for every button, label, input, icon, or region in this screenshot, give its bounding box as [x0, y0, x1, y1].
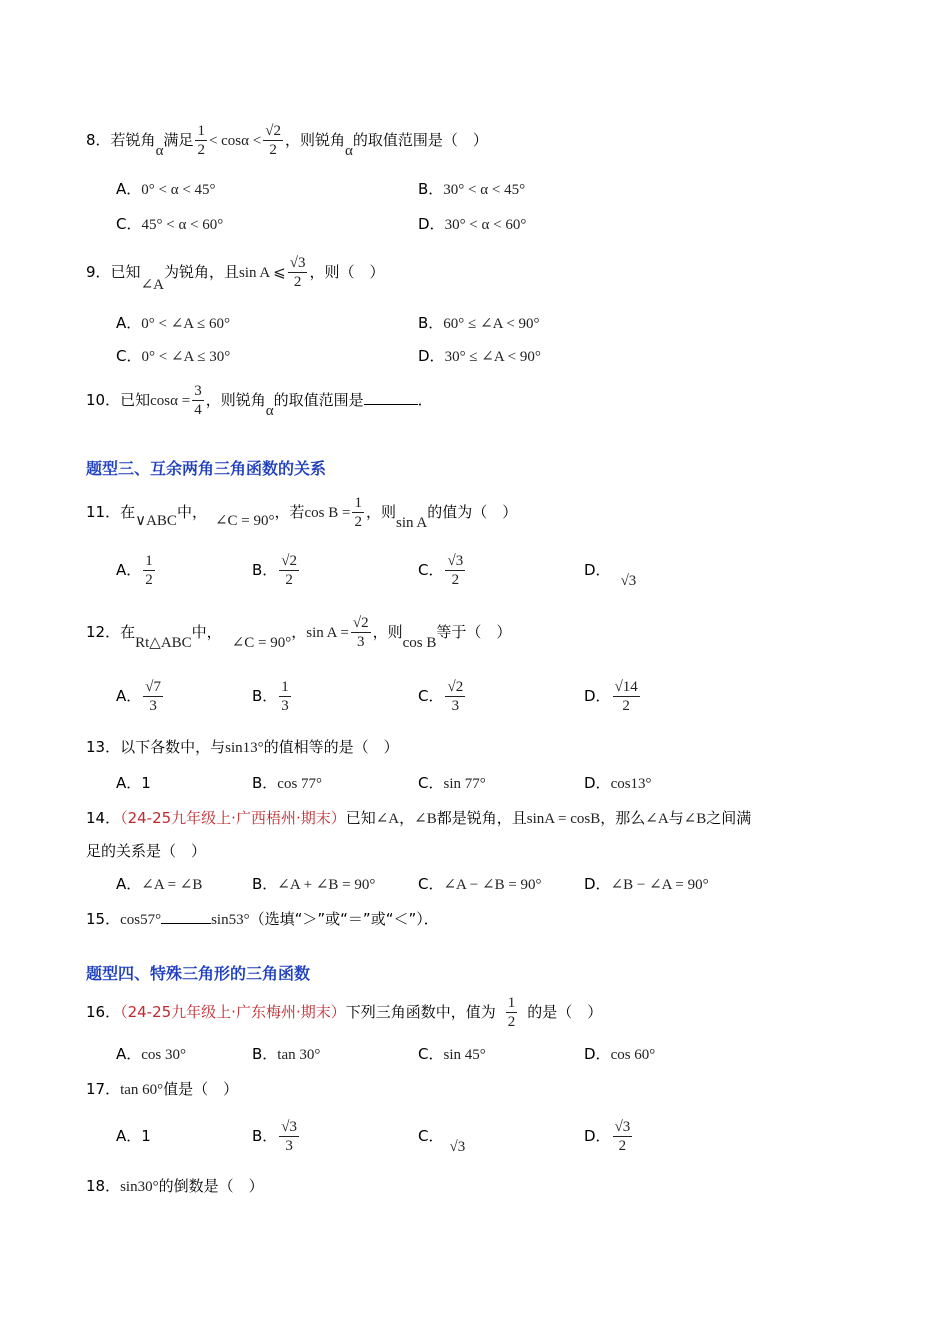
math-expression: sin A: [395, 515, 428, 531]
question-13: [86, 736, 399, 757]
question-text: 的倒数是（ ）: [158, 1177, 264, 1195]
numerator: √2: [265, 123, 281, 139]
option-c[interactable]: [116, 345, 230, 366]
math-expression: sinA = cosB: [526, 811, 601, 827]
question-number: 13．: [86, 738, 121, 756]
option-label: C．: [418, 561, 444, 579]
fraction: [192, 382, 204, 419]
question-number: 9．: [86, 263, 111, 281]
math-expression: sin A =: [306, 625, 349, 641]
option-label: B．: [252, 1127, 278, 1145]
option-c[interactable]: [116, 213, 223, 234]
answer-blank[interactable]: [364, 390, 418, 405]
option-value: sin 45°: [443, 1047, 486, 1063]
section-heading-4: 题型四、特殊三角形的三角函数: [86, 964, 311, 983]
math-angle: ∠B: [414, 811, 437, 827]
question-9: [86, 250, 385, 294]
question-text: ，则锐角: [205, 391, 266, 409]
fraction: [613, 678, 640, 715]
fraction: [279, 678, 291, 715]
numerator: 1: [507, 995, 516, 1011]
math-angle: ∠A: [140, 277, 164, 293]
option-value: 0° < α < 45°: [141, 182, 216, 198]
option-value: 30° ≤ ∠A < 90°: [444, 349, 541, 365]
question-12: [86, 610, 511, 654]
option-value: sin 77°: [443, 776, 486, 792]
option-c[interactable]: [418, 546, 467, 594]
denominator: 2: [269, 142, 277, 158]
math-angle: ∠A: [645, 811, 669, 827]
denominator: 2: [197, 142, 205, 158]
option-label: C．: [418, 1127, 444, 1145]
numerator: √3: [281, 1119, 298, 1135]
option-a[interactable]: [116, 312, 230, 333]
option-d[interactable]: [584, 1043, 655, 1064]
question-source: （24-25九年级上·广西梧州·期末）: [120, 809, 346, 827]
option-label: C．: [418, 1045, 444, 1063]
numerator: 1: [145, 553, 153, 569]
fraction: [445, 552, 465, 589]
option-value: 0° < ∠A ≤ 60°: [141, 316, 231, 332]
question-number: 14．: [86, 809, 121, 827]
question-text: 的取值范围是: [273, 391, 364, 409]
option-value: 30° < α < 60°: [444, 217, 527, 233]
numerator: √3: [289, 255, 306, 271]
denominator: 2: [507, 1014, 516, 1030]
option-label: D．: [584, 1127, 611, 1145]
option-d[interactable]: [584, 672, 642, 720]
option-label: C．: [418, 875, 444, 893]
option-d[interactable]: [584, 772, 652, 793]
question-number: 15．: [86, 910, 121, 928]
question-text: 的是（ ）: [527, 1003, 603, 1021]
question-17: [86, 1078, 238, 1099]
fraction: [288, 254, 308, 291]
fraction: [352, 494, 364, 531]
math-angle: ∠C = 90°: [214, 513, 275, 529]
option-c[interactable]: [418, 672, 467, 720]
option-label: B．: [252, 561, 278, 579]
question-text: 已知: [110, 263, 141, 281]
question-text: 在: [120, 503, 136, 521]
option-a[interactable]: [116, 873, 202, 894]
question-text: 中，: [176, 503, 207, 521]
option-value: tan 30°: [277, 1047, 321, 1063]
numerator: 1: [197, 123, 205, 139]
question-text: ，: [291, 623, 307, 641]
question-text: 值是（ ）: [163, 1080, 239, 1098]
option-b[interactable]: [252, 1112, 301, 1160]
math-angle: ∠B: [683, 811, 707, 827]
denominator: 3: [357, 634, 365, 650]
option-b[interactable]: [252, 873, 375, 894]
math-alpha: α: [265, 403, 274, 419]
option-label: D．: [418, 215, 445, 233]
question-text: 在: [120, 623, 136, 641]
numerator: √2: [352, 615, 369, 631]
question-text: ，那么: [600, 809, 646, 827]
question-text: ，则: [365, 503, 396, 521]
denominator: 2: [618, 1138, 627, 1154]
option-b[interactable]: [252, 672, 293, 720]
option-label: A．: [116, 875, 142, 893]
option-c[interactable]: [418, 1043, 486, 1064]
option-value: cos 60°: [610, 1047, 656, 1063]
option-d[interactable]: [584, 873, 709, 894]
denominator: 2: [145, 572, 153, 588]
question-text: 中，: [191, 623, 222, 641]
question-text: 与: [668, 809, 684, 827]
question-10: [86, 378, 433, 422]
fraction: [143, 552, 155, 589]
numerator: 3: [194, 383, 202, 399]
question-number: 18．: [86, 1177, 121, 1195]
question-text: ，: [399, 809, 415, 827]
option-b[interactable]: [418, 312, 540, 333]
option-b[interactable]: [252, 1043, 320, 1064]
denominator: 3: [285, 1138, 293, 1154]
question-text: ，则锐角: [284, 131, 345, 149]
option-label: C．: [116, 347, 142, 365]
option-value: ∠B − ∠A = 90°: [610, 877, 709, 893]
question-14-line-2: 足的关系是（ ）: [86, 842, 207, 860]
question-text: 已知: [345, 809, 376, 827]
denominator: 3: [451, 698, 460, 714]
math-expression: cosα =: [150, 393, 191, 409]
fraction: [613, 1118, 633, 1155]
numerator: √2: [281, 553, 298, 569]
numerator: 1: [281, 679, 289, 695]
option-a[interactable]: [116, 672, 165, 720]
denominator: 2: [451, 572, 460, 588]
option-label: A．: [116, 687, 142, 705]
numerator: √14: [614, 679, 638, 695]
fraction: [351, 614, 371, 651]
option-value: 45° < α < 60°: [141, 217, 224, 233]
option-value: ∠A = ∠B: [141, 877, 203, 893]
denominator: 2: [622, 698, 630, 714]
question-18: [86, 1175, 264, 1196]
question-11: [86, 490, 517, 534]
option-a[interactable]: [116, 1043, 186, 1064]
question-text: ，则（ ）: [309, 263, 385, 281]
option-a[interactable]: [116, 1112, 151, 1160]
denominator: 4: [194, 402, 202, 418]
math-expression: < cosα <: [208, 133, 262, 149]
question-number: 10．: [86, 391, 121, 409]
fraction: [279, 552, 299, 589]
question-text: ，若: [274, 503, 305, 521]
option-label: B．: [252, 875, 278, 893]
option-b[interactable]: [252, 546, 301, 594]
question-text: （选填“＞”或“＝”或“＜”）．: [249, 910, 439, 928]
numerator: √7: [145, 679, 161, 695]
option-label: B．: [418, 314, 444, 332]
fraction: [195, 122, 207, 159]
option-a[interactable]: [116, 546, 157, 594]
option-label: C．: [418, 774, 444, 792]
question-number: 12．: [86, 623, 121, 641]
numerator: √2: [447, 679, 464, 695]
option-label: B．: [252, 1045, 278, 1063]
option-value: cos 77°: [277, 776, 323, 792]
option-a[interactable]: [116, 178, 216, 199]
question-text: 下列三角函数中，值为: [345, 1003, 496, 1021]
option-label: D．: [584, 561, 611, 579]
question-text: 以下各数中，与: [120, 738, 226, 756]
question-8: [86, 118, 488, 162]
option-label: A．: [116, 1127, 142, 1145]
question-source: （24-25九年级上·广东梅州·期末）: [120, 1003, 346, 1021]
option-label: D．: [584, 875, 611, 893]
numerator: √3: [614, 1119, 631, 1135]
math-triangle: Rt△ABC: [135, 635, 192, 651]
fraction: [506, 994, 518, 1031]
numerator: √3: [447, 553, 464, 569]
option-value: 60° ≤ ∠A < 90°: [443, 316, 540, 332]
option-label: D．: [418, 347, 445, 365]
question-text: 若锐角: [110, 131, 156, 149]
option-b[interactable]: [252, 772, 322, 793]
option-label: B．: [252, 687, 278, 705]
math-expression: sin53°: [211, 912, 250, 928]
question-text: 都是锐角，且: [436, 809, 527, 827]
math-triangle: ∨ABC: [135, 513, 177, 529]
option-c[interactable]: [418, 873, 542, 894]
option-d[interactable]: [418, 213, 526, 234]
question-16: [86, 990, 602, 1034]
option-label: A．: [116, 314, 142, 332]
question-text: ．: [417, 391, 433, 409]
option-d[interactable]: [584, 1112, 634, 1160]
section-heading-3: 题型三、互余两角三角函数的关系: [86, 459, 327, 478]
question-14: [86, 807, 751, 828]
math-expression: cos57°: [120, 912, 162, 928]
option-value: cos13°: [610, 776, 652, 792]
option-label: A．: [116, 561, 142, 579]
question-text: 等于（ ）: [436, 623, 512, 641]
option-label: D．: [584, 687, 611, 705]
denominator: 2: [285, 572, 293, 588]
question-text: 为锐角，且: [163, 263, 239, 281]
option-label: D．: [584, 1045, 611, 1063]
option-label: A．: [116, 774, 142, 792]
option-value: cos 30°: [141, 1047, 187, 1063]
option-c[interactable]: [418, 1112, 465, 1160]
answer-blank[interactable]: [161, 909, 211, 924]
option-a[interactable]: [116, 772, 151, 793]
question-number: 16．: [86, 1003, 121, 1021]
option-value: 1: [141, 774, 151, 792]
option-value: √3: [620, 573, 637, 589]
math-expression: sin30°: [120, 1179, 159, 1195]
question-text: 的值为（ ）: [427, 503, 518, 521]
option-label: B．: [418, 180, 444, 198]
math-expression: sin13°: [225, 740, 264, 756]
question-text: ，则: [372, 623, 403, 641]
math-expression: cos B =: [304, 505, 351, 521]
option-label: C．: [116, 215, 142, 233]
question-number: 8．: [86, 131, 111, 149]
question-15: [86, 908, 439, 929]
option-c[interactable]: [418, 772, 486, 793]
fraction: [263, 122, 283, 159]
option-label: A．: [116, 1045, 142, 1063]
fraction: [445, 678, 465, 715]
question-text: 的值相等的是（ ）: [263, 738, 399, 756]
question-text: 满足: [163, 131, 194, 149]
option-label: C．: [418, 687, 444, 705]
math-expression: sin A ⩽: [238, 265, 286, 281]
denominator: 2: [354, 514, 362, 530]
math-alpha: α: [344, 143, 353, 159]
math-alpha: α: [155, 143, 164, 159]
option-value: 0° < ∠A ≤ 30°: [141, 349, 231, 365]
question-number: 17．: [86, 1080, 121, 1098]
denominator: 3: [281, 698, 289, 714]
option-label: D．: [584, 774, 611, 792]
math-expression: cos B: [402, 635, 437, 651]
option-d[interactable]: [418, 345, 541, 366]
numerator: 1: [354, 495, 362, 511]
math-angle: ∠C = 90°: [231, 635, 292, 651]
denominator: 3: [149, 698, 157, 714]
question-number: 11．: [86, 503, 121, 521]
fraction: [143, 678, 163, 715]
denominator: 2: [293, 274, 302, 290]
question-text: 已知: [120, 391, 151, 409]
option-value: √3: [449, 1139, 466, 1155]
option-d[interactable]: [584, 546, 636, 594]
option-value: 30° < α < 45°: [443, 182, 526, 198]
math-angle: ∠A: [375, 811, 400, 827]
option-value: 1: [141, 1127, 151, 1145]
option-b[interactable]: [418, 178, 525, 199]
option-label: A．: [116, 180, 142, 198]
fraction: [279, 1118, 299, 1155]
option-value: ∠A + ∠B = 90°: [277, 877, 376, 893]
option-label: B．: [252, 774, 278, 792]
math-expression: tan 60°: [120, 1082, 164, 1098]
option-value: ∠A − ∠B = 90°: [443, 877, 542, 893]
question-text: 之间满: [706, 809, 752, 827]
question-text: 的取值范围是（ ）: [352, 131, 488, 149]
